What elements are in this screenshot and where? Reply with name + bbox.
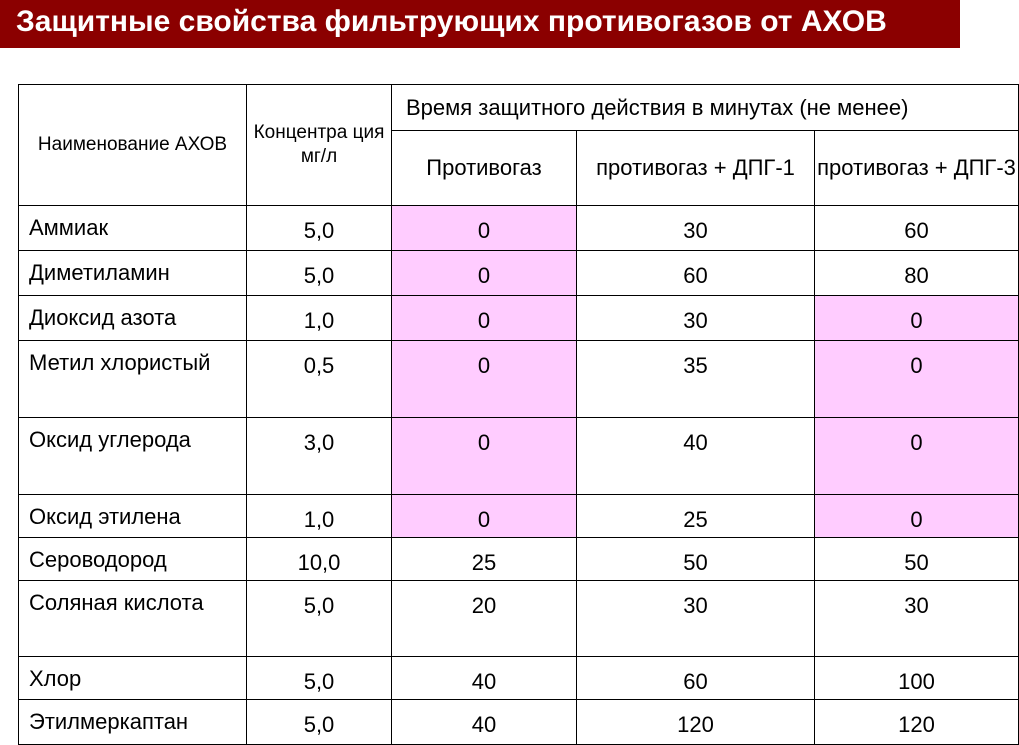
header-row-1: [19, 85, 1019, 131]
header-dpg3: противогаз + ДПГ-3: [815, 131, 1019, 206]
cell-gasmask: 0: [392, 296, 577, 341]
table-container: [18, 84, 1016, 737]
title-bar: [0, 0, 960, 48]
cell-name: Оксид этилена: [19, 495, 247, 538]
table-row: [19, 700, 1019, 745]
cell-dpg3: 120: [815, 700, 1019, 745]
header-concentration: Концентра ция мг/л: [247, 85, 392, 206]
cell-name: Этилмеркаптан: [19, 700, 247, 745]
cell-concentration: 5,0: [247, 251, 392, 296]
cell-name: Сероводород: [19, 538, 247, 581]
header-gasmask: Противогаз: [392, 131, 577, 206]
cell-gasmask: 25: [392, 538, 577, 581]
header-name: Наименование АХОВ: [19, 85, 247, 206]
cell-dpg1: 120: [577, 700, 815, 745]
table-row: [19, 206, 1019, 251]
cell-dpg1: 35: [577, 341, 815, 418]
cell-gasmask: 20: [392, 581, 577, 657]
cell-gasmask: 0: [392, 206, 577, 251]
cell-dpg1: 25: [577, 495, 815, 538]
cell-dpg3: 0: [815, 418, 1019, 495]
cell-dpg3: 100: [815, 657, 1019, 700]
page-title: Защитные свойства фильтрующих противогазов от АХОВ: [16, 5, 887, 38]
table-row: [19, 495, 1019, 538]
cell-concentration: 5,0: [247, 657, 392, 700]
cell-concentration: 3,0: [247, 418, 392, 495]
cell-concentration: 5,0: [247, 206, 392, 251]
cell-name: Диоксид азота: [19, 296, 247, 341]
cell-dpg1: 60: [577, 251, 815, 296]
table-row: [19, 538, 1019, 581]
cell-concentration: 5,0: [247, 581, 392, 657]
cell-gasmask: 0: [392, 418, 577, 495]
table-row: [19, 251, 1019, 296]
cell-name: Хлор: [19, 657, 247, 700]
cell-name: Метил хлористый: [19, 341, 247, 418]
cell-name: Диметиламин: [19, 251, 247, 296]
table-row: [19, 296, 1019, 341]
cell-gasmask: 0: [392, 251, 577, 296]
table-row: [19, 418, 1019, 495]
cell-concentration: 5,0: [247, 700, 392, 745]
header-dpg1: противогаз + ДПГ-1: [577, 131, 815, 206]
cell-dpg1: 50: [577, 538, 815, 581]
cell-dpg3: 60: [815, 206, 1019, 251]
protection-table: [18, 84, 1019, 745]
cell-concentration: 10,0: [247, 538, 392, 581]
cell-dpg1: 30: [577, 206, 815, 251]
cell-dpg3: 80: [815, 251, 1019, 296]
cell-dpg1: 30: [577, 581, 815, 657]
cell-dpg3: 0: [815, 296, 1019, 341]
cell-dpg1: 30: [577, 296, 815, 341]
cell-name: Оксид углерода: [19, 418, 247, 495]
cell-dpg3: 0: [815, 341, 1019, 418]
cell-dpg3: 30: [815, 581, 1019, 657]
table-row: [19, 657, 1019, 700]
cell-gasmask: 40: [392, 657, 577, 700]
table-row: [19, 581, 1019, 657]
cell-name: Соляная кислота: [19, 581, 247, 657]
cell-dpg3: 50: [815, 538, 1019, 581]
cell-dpg1: 40: [577, 418, 815, 495]
cell-concentration: 1,0: [247, 296, 392, 341]
cell-concentration: 1,0: [247, 495, 392, 538]
cell-gasmask: 0: [392, 495, 577, 538]
cell-gasmask: 40: [392, 700, 577, 745]
cell-concentration: 0,5: [247, 341, 392, 418]
table-row: [19, 341, 1019, 418]
cell-gasmask: 0: [392, 341, 577, 418]
cell-dpg1: 60: [577, 657, 815, 700]
cell-dpg3: 0: [815, 495, 1019, 538]
header-protection-time: Время защитного действия в минутах (не менее): [392, 85, 1019, 131]
cell-name: Аммиак: [19, 206, 247, 251]
